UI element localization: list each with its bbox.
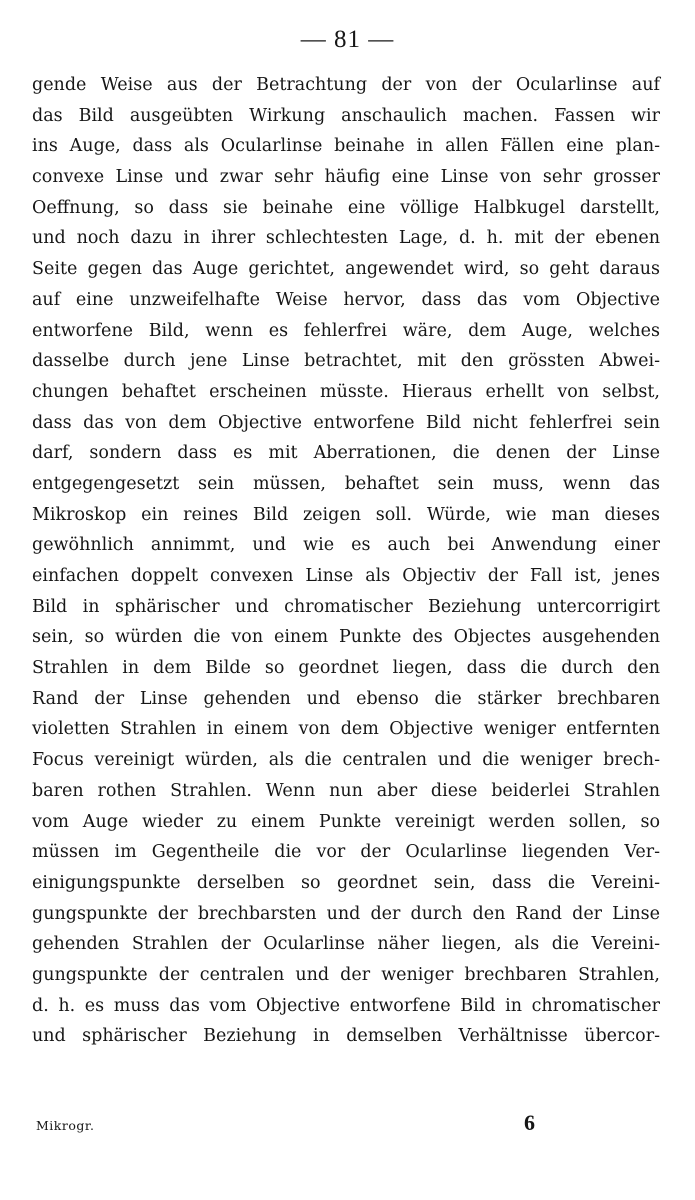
text-line: Mikroskop ein reines Bild zeigen soll. Würde, wie man dieses <box>32 504 660 525</box>
page-number-header: — 81 — <box>300 26 395 53</box>
text-line: müssen im Gegentheile die vor der Ocularlinse liegenden Ver- <box>32 842 660 863</box>
text-line: d. h. es muss das vom Objective entworfene Bild in chromatischer <box>32 995 660 1016</box>
text-line: das Bild ausgeübten Wirkung anschaulich machen. Fassen wir <box>32 105 660 126</box>
text-line: gungspunkte der centralen und der weniger brechbaren Strahlen, <box>32 964 660 985</box>
text-line: sein, so würden die von einem Punkte des Objectes ausgehenden <box>32 627 660 648</box>
sheet-number: 6 <box>524 1110 535 1135</box>
text-line: Rand der Linse gehenden und ebenso die stärker brechbaren <box>32 688 660 709</box>
text-line: Seite gegen das Auge gerichtet, angewendet wird, so geht daraus <box>32 259 660 280</box>
text-line: ins Auge, dass als Ocularlinse beinahe in allen Fällen eine plan- <box>32 136 660 157</box>
text-line: Oeffnung, so dass sie beinahe eine völlige Halbkugel darstellt, <box>32 197 660 218</box>
text-line: einfachen doppelt convexen Linse als Objectiv der Fall ist, jenes <box>32 566 660 586</box>
text-line: entgegengesetzt sein müssen, behaftet sein muss, wenn das <box>32 473 660 494</box>
signature-mark: Mikrogr. <box>36 1118 95 1133</box>
text-line: Bild in sphärischer und chromatischer Beziehung untercorrigirt <box>32 596 660 617</box>
text-line: und noch dazu in ihrer schlechtesten Lage, d. h. mit der ebenen <box>32 228 660 249</box>
body-text <box>32 70 660 1052</box>
text-line: einigungspunkte derselben so geordnet sein, dass die Vereini- <box>32 872 660 893</box>
text-line: convexe Linse und zwar sehr häufig eine Linse von sehr grosser <box>32 167 660 188</box>
text-line: gende Weise aus der Betrachtung der von der Ocularlinse auf <box>32 75 660 95</box>
text-line: gungspunkte der brechbarsten und der durch den Rand der Linse <box>32 903 660 924</box>
text-line: darf, sondern dass es mit Aberrationen, die denen der Linse <box>32 443 660 464</box>
text-line: baren rothen Strahlen. Wenn nun aber diese beiderlei Strahlen <box>32 780 660 801</box>
text-line: violetten Strahlen in einem von dem Objective weniger entfernten <box>32 719 660 740</box>
text-line: entworfene Bild, wenn es fehlerfrei wäre, dem Auge, welches <box>32 320 660 341</box>
text-line: dass das von dem Objective entworfene Bild nicht fehlerfrei sein <box>32 412 660 433</box>
text-line: und sphärischer Beziehung in demselben Verhältnisse übercor- <box>32 1026 660 1047</box>
text-line: Focus vereinigt würden, als die centralen und die weniger brech- <box>32 750 660 771</box>
text-line: vom Auge wieder zu einem Punkte vereinigt werden sollen, so <box>32 811 660 832</box>
text-line: auf eine unzweifelhafte Weise hervor, dass das vom Objective <box>32 289 660 310</box>
text-line: dasselbe durch jene Linse betrachtet, mit den grössten Abwei- <box>32 351 660 372</box>
text-line: Strahlen in dem Bilde so geordnet liegen, dass die durch den <box>32 658 660 679</box>
text-line: chungen behaftet erscheinen müsste. Hieraus erhellt von selbst, <box>32 381 660 402</box>
text-line: gewöhnlich annimmt, und wie es auch bei Anwendung einer <box>32 535 660 556</box>
text-line: gehenden Strahlen der Ocularlinse näher liegen, als die Vereini- <box>32 934 660 955</box>
